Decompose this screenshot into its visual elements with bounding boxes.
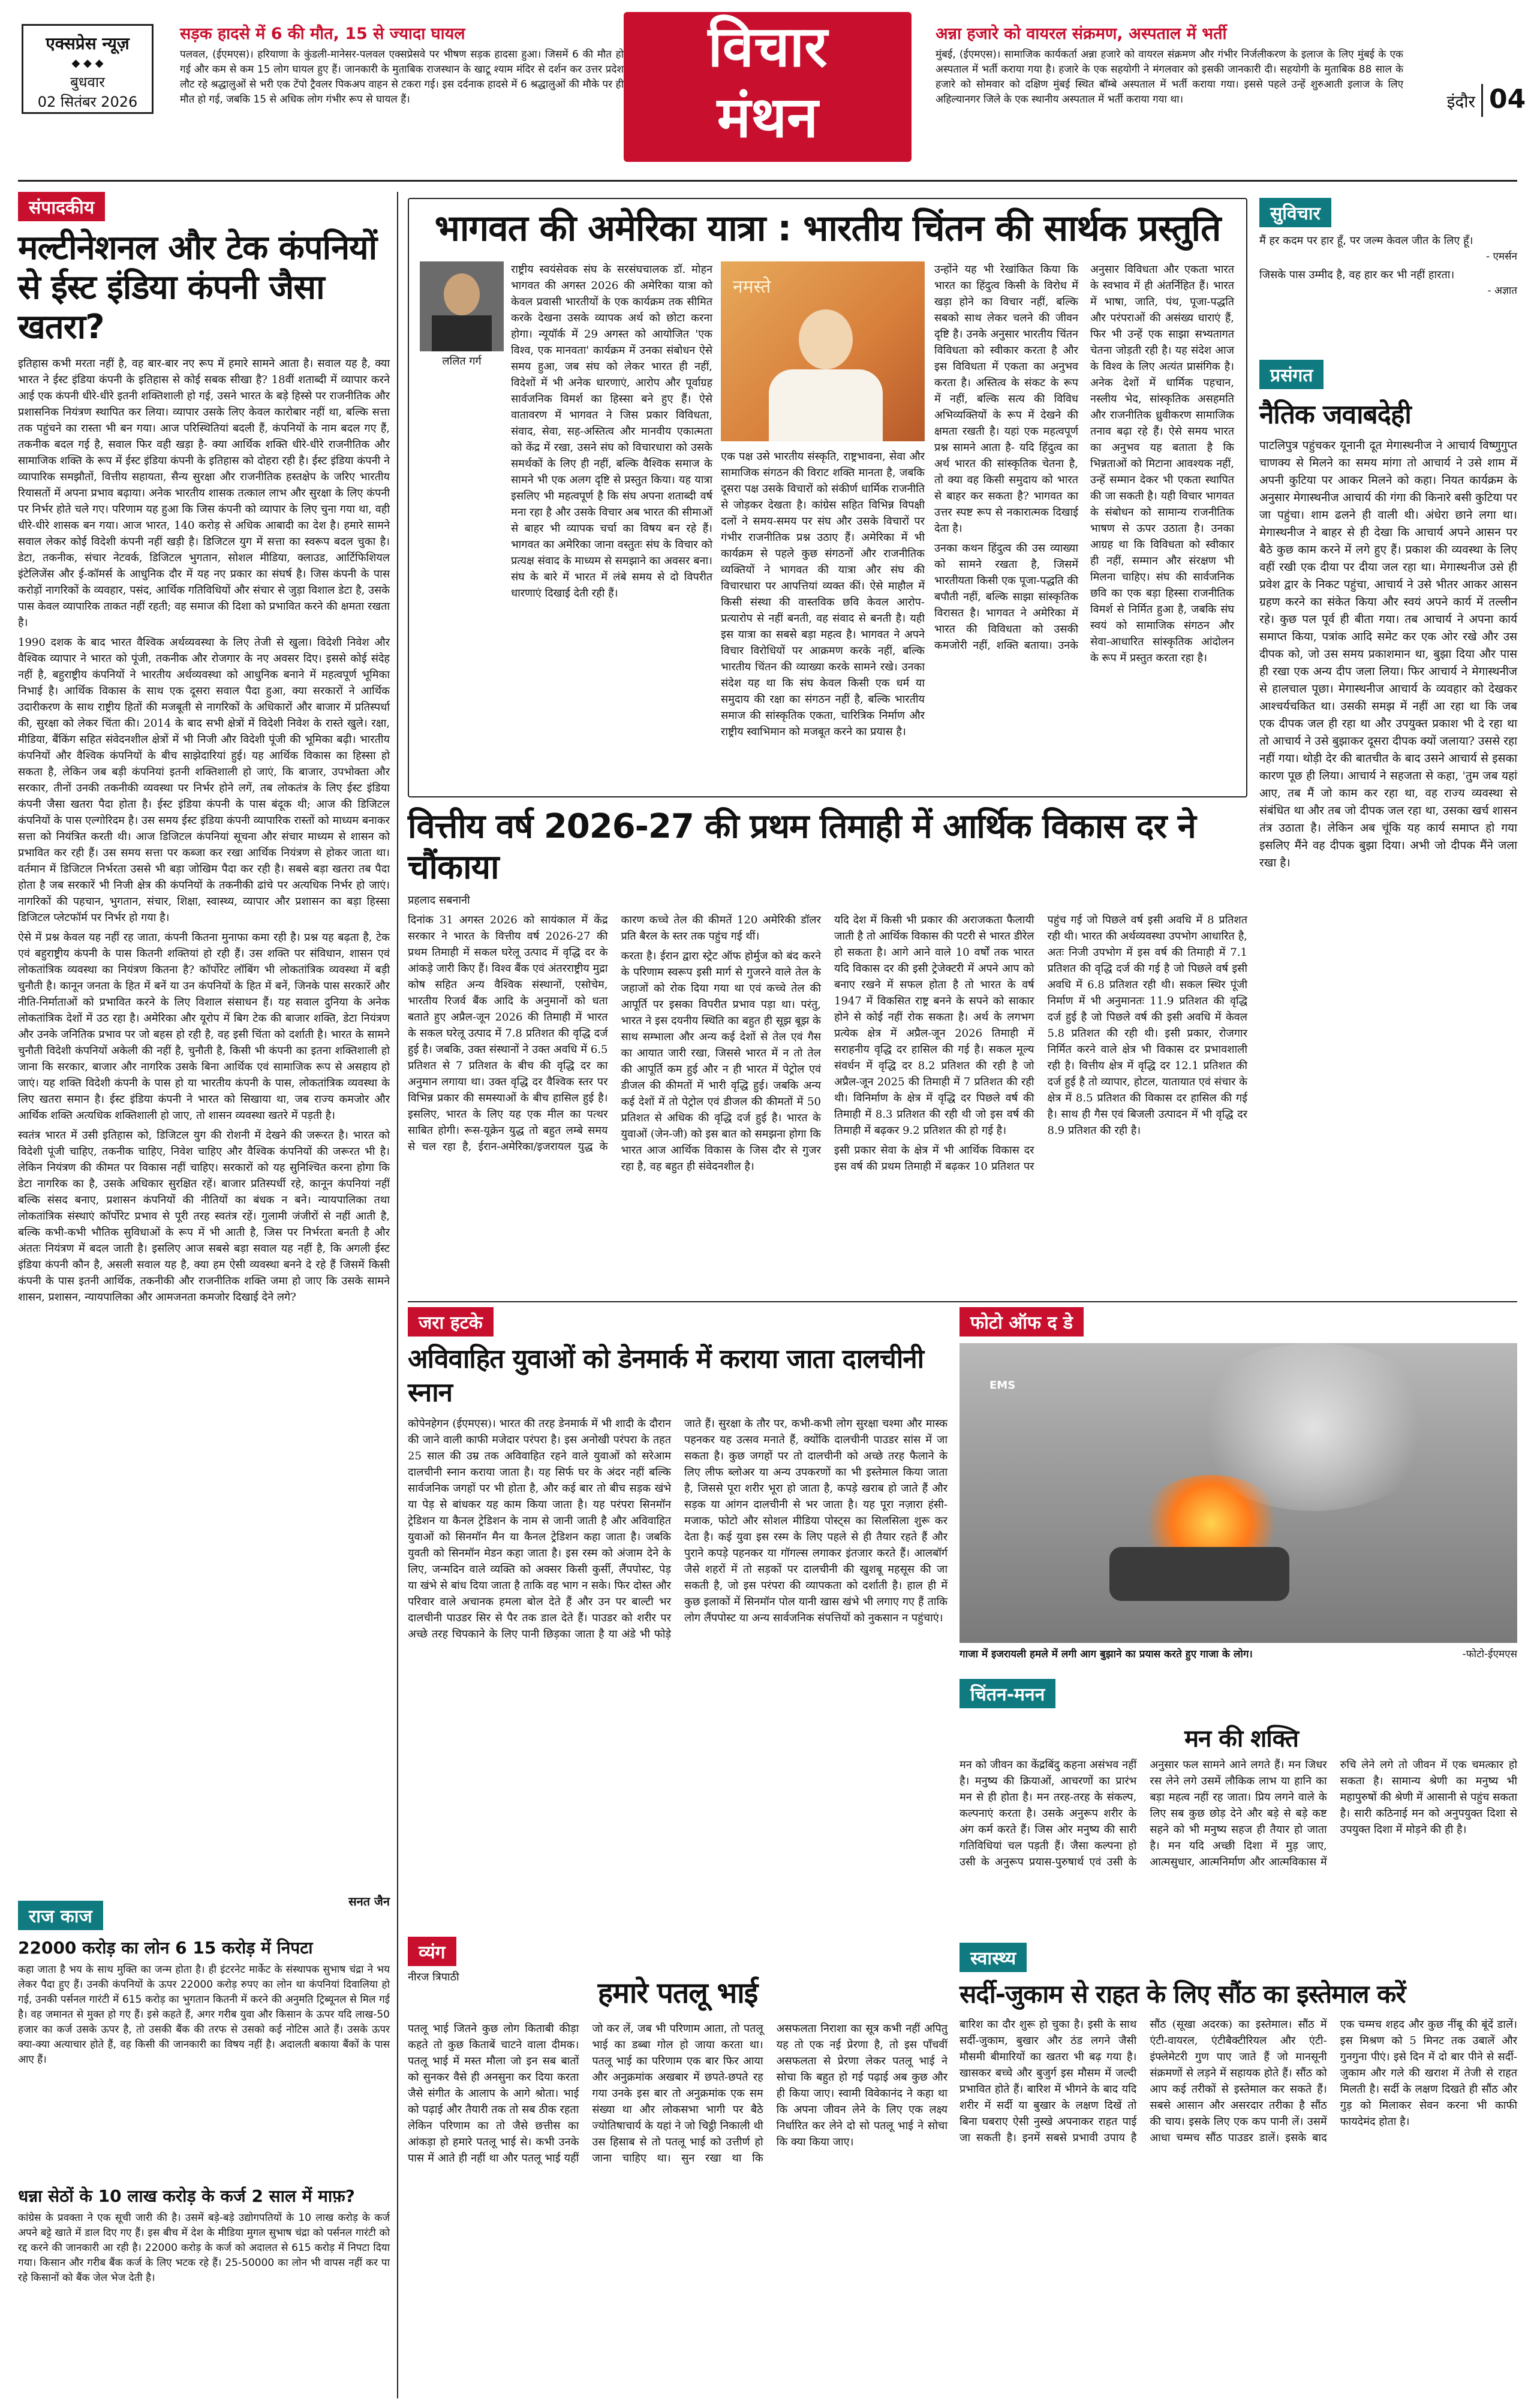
rajkaj-label: राज काज [18, 1901, 103, 1930]
swasthya-body: बारिश का दौर शुरू हो चुका है। इसी के साथ सर्दी-जुकाम, बुखार और ठंड लगने जैसी मौसमी बीमारियों का खतरा भी बढ़ गया है। खासकर बच्चे और बुजुर्ग इस मौसम में जल्दी प्रभावित होते हैं। बारिश में भीगने के बाद यदि शरीर में सर्दी या बुखार के लक्षण दिखें तो बिना घबराए ऐसी नुस्खे अपनाकर राहत पाई जा सकती है। इनमें सबसे प्रभावी उपाय है सौंठ (सूखा अदरक) का इस्तेमाल। सौंठ में एंटी-वायरल, एंटीबैक्टीरियल और एंटी-इंफ्लेमेटरी गुण पाए जाते हैं जो मानसूनी संक्रमणों से लड़ने में सहायक होते हैं। सौंठ को आप कई तरीकों से इस्तेमाल कर सकते हैं। सबसे आसान और असरदार तरीका है सौंठ की चाय। इसके लिए एक कप पानी लें। उसमें आधा चम्मच सौंठ पाउडर डालें। इसके बाद एक चम्मच शहद और कुछ नींबू की बूंदें डालें। इस मिश्रण को 5 मिनट तक उबालें और गुनगुना पीएं। इसे दिन में दो बार पीने से सर्दी-जुकाम और गले की खराश में तेजी से राहत मिलती है। सर्दी के लक्षण दिखते ही सौंठ और गुड़ को मिलाकर सेवन करना भी काफी फायदेमंद होता है। [959, 2018, 1517, 2144]
chintan-body: मन को जीवन का केंद्रबिंदु कहना असंभव नहीं है। मनुष्य की क्रियाओं, आचरणों का प्रारंभ मन से ही होता है। मन तरह-तरह के संकल्प, कल्पनाएं करता है। उसके अनुरूप शरीर के अंग कर्म करते हैं। जिस ओर मनुष्य की सारी गतिविधियां चल पड़ती हैं। जैसा कल्पना हो उसी के अनुरूप प्रयास-पुरुषार्थ एवं उसी के अनुसार फल सामने आने लगते हैं। मन जिधर रस लेने लगे उसमें लौकिक लाभ या हानि का बड़ा महत्व नहीं रह जाता। प्रिय लगने वाले के लिए सब कुछ छोड़ देने और बड़े से बड़े कष्ट सहने को भी मनुष्य सहज ही तैयार हो जाता है। मन यदि अच्छी दिशा में मुड़ जाए, आत्मसुधार, आत्मनिर्माण और आत्मविकास में रुचि लेने लगे तो जीवन में एक चमत्कार हो सकता है। सामान्य श्रेणी का मनुष्य भी महापुरुषों की श्रेणी में आसानी से पहुंच सकता है। सारी कठिनाई मन को अनुपयुक्त दिशा से उपयुक्त दिशा में मोड़ने की ही है। [959, 1759, 1517, 1868]
vyang-title: हमारे पतलू भाई [597, 1976, 758, 2010]
bhagwat-photo-body [769, 369, 883, 441]
vyang-label: व्यंग [408, 1937, 456, 1966]
header-city: इंदौर [1446, 92, 1475, 112]
photo-of-day-section [959, 1307, 1517, 1667]
editorial-author: सनत जैन [348, 1894, 390, 1909]
main-article-col-1 [511, 261, 712, 789]
main-article-para-1: राष्ट्रीय स्वयंसेवक संघ के सरसंघचालक डॉ. मोहन भागवत की अगस्त 2026 की अमेरिका यात्रा को केवल प्रवासी भारतीयों के एक कार्यक्रम तक सीमित करके देखना उसके व्यापक अर्थ को छोटा करना होगा। न्यूयॉर्क में 29 अगस्त को आयोजित 'एक विश्व, एक मानवता' कार्यक्रम में उनका संबोधन ऐसे समय हुआ, जब संघ को लेकर भारत ही नहीं, विदेशों में भी अनेक धारणाएं, आरोप और पूर्वाग्रह सार्वजनिक विमर्श का हिस्सा बने हुए हैं। ऐसे वातावरण में भागवत ने जिस प्रकार विविधता, संवाद, सेवा, सह-अस्तित्व और मानवीय एकात्मता को केंद्र में रखा, उसने संघ को विचारधारा को उसके समर्थकों के लिए ही नहीं, बल्कि वैश्विक समाज के सामने भी एक अलग दृष्टि से प्रस्तुत किया। यह यात्रा इसलिए भी महत्वपूर्ण है कि संघ अपना शताब्दी वर्ष मना रहा है और उसके विचार अब भारत की सीमाओं से बाहर भी व्यापक चर्चा का विषय बन रहे हैं। भागवत का अमेरिका जाना वस्तुतः संघ के विचार को प्रत्यक्ष संवाद के माध्यम से समझाने का अवसर बना। संघ के बारे में भारत में लंबे समय से दो विपरीत धारणाएं दिखाई देती रही हैं। [511, 263, 712, 600]
main-article-para-4: उनका कथन हिंदुत्व की उस व्याख्या को सामने रखता है, जिसमें भारतीयता किसी एक पूजा-पद्धति की बपौती नहीं, बल्कि साझा सांस्कृतिक विरासत है। भागवत ने अमेरिका में भारत की विविधता को उसकी कमजोरी नहीं, शक्ति बताया। उनके अनुसार विविधता और एकता भारत के स्वभाव में ही अंतर्निहित हैं। भारत में भाषा, जाति, पंथ, पूजा-पद्धति और परंपराओं की असंख्य धाराएं हैं, फिर भी उन्हें एक साझा सभ्यतागत चेतना जोड़ती रही है। यह संदेश आज के विश्व के लिए अत्यंत प्रासंगिक है। अनेक देशों में धार्मिक पहचान, नस्लीय भेद, सांस्कृतिक असहमति और राजनीतिक ध्रुवीकरण सामाजिक तनाव बढ़ा रहे हैं। ऐसे समय भारत का अनुभव यह बताता है कि भिन्नताओं को मिटाना आवश्यक नहीं, उन्हें सम्मान देकर भी एकता स्थापित की जा सकती है। यही विचार भागवत के संबोधन को सामान्य राजनीतिक भाषण से ऊपर उठाता है। उनका आग्रह था कि विविधता को स्वीकार ही नहीं, सम्मान और संरक्षण भी मिलना चाहिए। संघ की सार्वजनिक छवि का एक बड़ा हिस्सा राजनीतिक विमर्श से निर्मित हुआ है, जबकि संघ स्वयं को सामाजिक संगठन और सेवा-आधारित सांस्कृतिक आंदोलन के रूप में प्रस्तुत करता रहा है। [934, 263, 1234, 664]
swasthya-section [959, 1943, 1517, 2398]
editorial-para-4: स्वतंत्र भारत में उसी इतिहास को, डिजिटल युग की रोशनी में देखने की जरूरत है। भारत को विदेशी पूंजी चाहिए, तकनीक चाहिए, निवेश चाहिए और वैश्विक कंपनियों की जरूरत भी है। लेकिन नियंत्रण की कीमत पर विकास नहीं चाहिए। सरकारों को यह सुनिश्चित करना होगा कि डेटा नागरिक का है, उसके अधिकार सुरक्षित रहें। बाजार प्रतिस्पर्धी रहे, कानून कंपनियां नहीं बल्कि संसद बनाए, प्रशासन कंपनियों की नीतियों का बंधक न बने। न्यायपालिका तथा लोकतांत्रिक संस्थाएं कॉर्पोरेट प्रभाव से पूरी तरह स्वतंत्र रहें। गुलामी जंजीरों से नहीं आती है, बल्कि कभी-कभी भौतिक सुविधाओं के रूप में भी आती है, जिस पर निर्भरता बनती है और अंततः नियंत्रण में बदल जाती है। इसलिए आज सबसे बड़ा सवाल यह नहीं है, कि अगली ईस्ट इंडिया कंपनी कौन है, असली सवाल यह है, क्या हम ऐसी व्यवस्था बनने दे रहे हैं जिसमें किसी कंपनी के पास इतनी आर्थिक, तकनीकी और राजनीतिक शक्ति जमा हो जाए कि उसके सामने शासन, प्रशासन, न्यायपालिका और आमजनता कमजोर दिखाई देने लगे? [18, 1129, 390, 1304]
editorial-label: संपादकीय [18, 192, 105, 221]
photo-of-day-caption: गाजा में इजरायली हमले में लगी आग बुझाने का प्रयास करते हुए गाजा के लोग। [959, 1648, 1253, 1660]
vyang-body: पतलू भाई जितने कुछ लोग किताबी कीड़ा कहते तो कुछ किताबें चाटने वाला दीमक। पतलू भाई में मस्त मौला जो इन सब बातों को सुनकर वैसे ही अनसुना कर दिया करता जैसे संगीत के आलाप के आगे श्रोता। भाई को पढ़ाई और तैयारी तक तो सब ठीक रहता लेकिन परिणाम का तो जैसे छत्तीस का आंकड़ा हो हमारे पतलू भाई से। कभी उनके पास में आते ही नहीं था और पतलू भाई यहीं जो कर लें, जब भी परिणाम आता, तो पतलू भाई का डब्बा गोल हो जाया करता था। पतलू भाई का परिणाम एक बार फिर आया और अनुक्रमांक अखबार में छपते-छपते रह गया उनके इस बार तो अनुक्रमांक एक सम संख्या था और लोकसभा भागी पर बैठे ज्योतिषाचार्य के यहां ने जो चिट्ठी निकाली थी उस हिसाब से तो पतलू भाई को उत्तीर्ण हो जाना चाहिए था। सुन रखा था कि असफलता निराशा का सूत्र कभी नहीं अपितु यह तो एक नई प्रेरणा है, तो इस पाँचवीं असफलता से प्रेरणा लेकर पतलू भाई ने सोचा कि बहुत हो गई पढ़ाई अब कुछ और ही किया जाए। स्वामी विवेकानंद ने कहा था कि अपना जीवन लेने के लिए एक लक्ष्य निर्धारित कर लेने दो सो पतलू भाई ने सोचा कि क्या किया जाए। [408, 2022, 948, 2165]
editorial-section [18, 192, 390, 1909]
brand-divider: ◆ ◆ ◆ [71, 57, 104, 70]
suvichar-quote-1: मैं हर कदम पर हार हूँ, पर जल्म केवल जीत के लिए हूँ। [1259, 234, 1473, 247]
teaser-right-title: अन्ना हजारे को वायरल संक्रमण, अस्पताल में भर्ती [936, 25, 1227, 43]
gdp-para-2: करता है। ईरान द्वारा स्ट्रेट ऑफ होर्मुज को बंद करने के परिणाम स्वरूप इसी मार्ग से गुजरने वाले तेल के जहाजों को रोक दिया गया था एवं कच्चे तेल की आपूर्ति पर इसका विपरीत प्रभाव पड़ा था। परंतु, भारत ने इस दयनीय स्थिति का बहुत ही सूझ बूझ के साथ सम्भाला और अन्य कई देशों से तेल एवं गैस का आयात जारी रखा, जिससे भारत में न तो तेल की आपूर्ति कम हुई और न ही भारत में पेट्रोल एवं डीजल की कीमतों में भारी वृद्धि हुई। जबकि अन्य कई देशों में तो पेट्रोल एवं डीजल की कीमतों में 50 प्रतिशत से अधिक की वृद्धि दर्ज हुई है। भारत के युवाओं (जेन-जी) को इस बात को समझना होगा कि भारत आज आर्थिक विकास के जिस दौर से गुजर रहा है, वह बहुत ही संवेदनशील है। [621, 950, 821, 1173]
teaser-left-text: पलवल, (ईएमएस)। हरियाणा के कुंडली-मानेसर-पलवल एक्सप्रेसवे पर भीषण सड़क हादसा हुआ। जिसमें 6 की मौत हो गई और कम से कम 15 लोग घायल हुए हैं। जानकारी के मुताबिक राजस्थान के खाटू श्याम मंदिर से दर्शन कर उत्तर प्रदेश लौट रहे श्रद्धालुओं से भरी एक टेंपो ट्रैवलर पिकअप वाहन से टकरा गई। इस दर्दनाक हादसे में 6 श्रद्धालुओं की मौके पर ही मौत हो गई, जबकि 15 से अधिक लोग गंभीर रूप से घायल हैं। [180, 49, 624, 106]
gdp-body [408, 912, 1247, 1332]
editorial-body [18, 356, 390, 1891]
header-date: 02 सितंबर 2026 [37, 94, 138, 110]
swasthya-title: सर्दी-जुकाम से राहत के लिए सौंठ का इस्तेमाल करें [959, 1979, 1406, 2009]
suvichar-attr-1: - एमर्सन [1485, 251, 1517, 263]
masthead-line1: विचार [708, 14, 828, 80]
gdp-article [408, 806, 1247, 1298]
main-article-col-3 [934, 261, 1234, 789]
smoke-plume [1187, 1343, 1439, 1511]
gdp-para-3: यदि देश में किसी भी प्रकार की अराजकता फैलायी जाती है तो आर्थिक विकास की पटरी से भारत डीरेल हो सकता है। आगे आने वाले 10 वर्षों तक भारत यदि विकास दर की इसी ट्रेजेक्टरी में अपने आप को बनाए रखने में सफल होता है तो भारत के वर्ष 1947 में विकसित राष्ट्र बनने के सपने को साकार होने से कोई नहीं रोक सकता है। अर्थ के लगभग प्रत्येक क्षेत्र में अप्रैल-जून 2026 तिमाही में सराहनीय वृद्धि दर हासिल की गई है। सकल मूल्य संवर्धन में वृद्धि दर 8.2 प्रतिशत की रही है जो अप्रैल-जून 2025 की तिमाही में 7 प्रतिशत की रही थी। विनिर्माण के क्षेत्र में वृद्धि दर पिछले वर्ष की तिमाही में 8.3 प्रतिशत की रही थी जो इस वर्ष की तिमाही में बढ़कर 9.2 प्रतिशत की हो गई है। [834, 914, 1034, 1137]
ems-watermark: EMS [989, 1379, 1016, 1392]
bhagwat-photo-text: नमस्ते [733, 276, 771, 297]
gdp-author: प्रहलाद सबनानी [408, 894, 470, 907]
teaser-right [936, 22, 1403, 142]
masthead [624, 12, 912, 162]
main-article-title: भागवत की अमेरिका यात्रा : भारतीय चिंतन की सार्थक प्रस्तुति [434, 207, 1221, 249]
main-article-author: ललित गर्ग [442, 355, 482, 368]
gdp-title: वित्तीय वर्ष 2026-27 की प्रथम तिमाही में आर्थिक विकास दर ने चौंकाया [408, 807, 1196, 887]
bhagwat-photo-head [799, 309, 853, 369]
page-number: 04 [1481, 84, 1523, 117]
chintan-section [959, 1679, 1517, 1937]
author-photo-head [444, 273, 480, 315]
vyang-section [408, 1937, 948, 2398]
wreckage [1109, 1547, 1289, 1601]
brand-box [22, 24, 154, 114]
rajkaj-title-2: धन्ना सेठों के 10 लाख करोड़ के कर्ज 2 साल में माफ़? [18, 2186, 355, 2206]
rajkaj-body-2: कांग्रेस के प्रवक्ता ने एक सूची जारी की है। उसमें बड़े-बड़े उद्योगपतियों के 10 लाख करोड़ के कर्ज अपने बट्टे खाते में डाल दिए गए हैं। इस बीच में देश के मीडिया मुगल सुभाष चंद्रा को पर्सनल गारंटी को रद्द करने की जानकारी आ रही है। 22000 करोड़ के कर्ज को अदालत से 615 करोड़ में निपटा दिया गया। किसान और गरीब बैंक कर्ज के लिए भटक रहे हैं। 25-50000 का लोन भी वापस नहीं कर पा रहे किसानों को बैंक जेल भेज देती है। [18, 2212, 390, 2284]
swasthya-label: स्वास्थ्य [959, 1943, 1027, 1972]
header [0, 0, 1534, 180]
jara-hatke-body: कोपेनहेगन (ईएमएस)। भारत की तरह डेनमार्क में भी शादी के दौरान की जाने वाली काफी मजेदार परंपरा है। इस अनोखी परंपरा के तहत 25 साल की उम्र तक अविवाहित रहने वाले युवाओं को सरेआम दालचीनी स्नान कराया जाता है। यह सिर्फ घर के अंदर नहीं बल्कि सार्वजनिक जगहों पर भी होता है, और कई बार तो बीच सड़क खंभे या पेड़ से बांधकर यह काम किया जाता है। यह परंपरा सिनमॉन ट्रेडिशन या कैनल ट्रेडिशन के नाम से जानी जाती है और अविवाहित युवाओं को सिनमॉन मैन या कैनल ट्रेडिशन कहा जाता है। जबकि युवती को सिनमॉन मेडन कहा जाता है। इस रस्म को अंजाम देने के लिए, जन्मदिन वाले व्यक्ति को अक्सर किसी कुर्सी, लैंपपोस्ट, पेड़ या खंभे से बांध दिया जाता है ताकि वह भाग न सके। फिर दोस्त और परिवार वाले अचानक हमला बोल देते हैं और उन पर बाल्टी भर दालचीनी पाउडर सिर से पैर तक डाल देते हैं। पाउडर को शरीर पर अच्छे तरह चिपकाने के लिए पानी छिड़का जाता है या अंडे भी फोड़े जाते हैं। सुरक्षा के तौर पर, कभी-कभी लोग सुरक्षा चश्मा और मास्क पहनकर यह उत्सव मनाते हैं, क्योंकि दालचीनी पाउडर सांस में जा सकता है। कुछ जगहों पर तो दालचीनी को अच्छे तरह फैलाने के लिए लीफ ब्लोअर या अन्य उपकरणों का भी इस्तेमाल किया जाता है, जिससे पूरा शरीर भूरा हो जाता है, कपड़े खराब हो जाते हैं और सड़क या आंगन दालचीनी से भर जाता है। यह पूरा नज़ारा हंसी-मजाक, फोटो और सोशल मीडिया पोस्ट्स का सिलसिला शुरू कर देता है। कई युवा इस रस्म के लिए पहले से ही तैयार रहते हैं और पुराने कपड़े पहनकर या गॉगल्स लगाकर इंतजार करते हैं। आलबॉर्ग जैसे शहरों में तो सड़कों पर दालचीनी की खुशबू महसूस की जा सकती है, जो इस परंपरा की व्यापकता को दर्शाती है। हाल ही में कुछ इलाकों में सिनमॉन पोल यानी खास खंभे भी लगाए गए हैं ताकि लोग लैंपपोस्ट या अन्य सार्वजनिक संपत्तियों को नुकसान न पहुंचाएं। [408, 1417, 948, 1641]
editorial-para-3: ऐसे में प्रश्न केवल यह नहीं रह जाता, कंपनी कितना मुनाफा कमा रही है। प्रश्न यह बढ़ता है, टेक एवं बहुराष्ट्रीय कंपनी के पास कितनी शक्तियां हो रही हैं। उस शक्ति पर संविधान, शासन एवं लोकतांत्रिक व्यवस्था का नियंत्रण कितना है? कॉर्पोरेट लॉबिंग भी लोकतांत्रिक व्यवस्था में बड़ी चुनौती है। कानून जनता के हित में बनें या उन कंपनियों के हित में बनें, जिनके पास सरकारें और नीति-निर्माताओं को प्रभावित करने के लिए विशाल संसाधन हैं। यह सवाल दुनिया के अनेक लोकतांत्रिक देशों में उठ रहा है। अमेरिका और यूरोप में बिग टेक की बाजार शक्ति, डेटा नियंत्रण और उनके जनितिक प्रभाव पर जो बहस हो रही है, वह इसी चिंता को दर्शाती है। भारत के सामने चुनौती विदेशी कंपनियों अकेली की नहीं है, चुनौती है, किसी भी कंपनी का इतना शक्तिशाली हो जाना कि सरकार, बाजार और नागरिक उसके बिना आर्थिक एवं सामाजिक रूप से असहाय हो जाएं। यह शक्ति विदेशी कंपनी के पास हो या भारतीय कंपनी के पास, लोकतांत्रिक व्यवस्था के लिए खतरा समान है। ईस्ट इंडिया कंपनी ने भारत को सिखाया था, जब राज्य कमजोर और आर्थिक शक्ति अत्यधिक शक्तिशाली हो जाए, तो शासन व्यवस्था खतरे में पड़ती है। [18, 931, 390, 1122]
bhagwat-photo [721, 261, 925, 441]
main-article-para-2: एक पक्ष उसे भारतीय संस्कृति, राष्ट्रभावना, सेवा और सामाजिक संगठन की विराट शक्ति मानता है, जबकि दूसरा पक्ष उसके विचारों को संकीर्ण धार्मिक राजनीति से जोड़कर देखता है। कांग्रेस सहित विभिन्न विपक्षी दलों ने समय-समय पर संघ और उसके विचारों पर गंभीर राजनीतिक प्रश्न उठाए हैं। अमेरिका में भी कार्यक्रम से पहले कुछ संगठनों और राजनीतिक व्यक्तियों ने भागवत की यात्रा और संघ की विचारधारा पर आपत्तियां व्यक्त कीं। ऐसे माहौल में किसी संस्था की वास्तविक छवि केवल आरोप-प्रत्यारोप से नहीं बनती, वह संवाद से बनती है। यही इस यात्रा का सबसे बड़ा महत्व है। भागवत ने अपने विचार विरोधियों पर आक्रमण करके नहीं, बल्कि भारतीय चिंतन की व्याख्या करके सामने रखे। उनका संदेश यह था कि संघ केवल किसी एक धर्म या समुदाय की रक्षा का संगठन नहीं है, बल्कि भारतीय समाज की सांस्कृतिक एकता, चारित्रिक निर्माण और राष्ट्रीय स्वाभिमान को मजबूत करने का प्रयास है। [721, 450, 925, 738]
photo-of-day-image [959, 1343, 1517, 1643]
teaser-left-title: सड़क हादसे में 6 की मौत, 15 से ज्यादा घायल [180, 25, 465, 43]
left-col-rule [397, 192, 398, 2398]
masthead-line2: मंथन [717, 85, 819, 150]
author-photo [420, 261, 504, 351]
suvichar-quote-2: जिसके पास उम्मीद है, वह हार कर भी नहीं हारता। [1259, 269, 1455, 281]
jara-hatke-title: अविवाहित युवाओं को डेनमार्क में कराया जाता दालचीनी स्नान [408, 1344, 924, 1408]
author-photo-body [432, 315, 492, 351]
rajkaj-title: 22000 करोड़ का लोन 6 15 करोड़ में निपटा [18, 1938, 313, 1958]
prasang-label: प्रसंगत [1259, 360, 1324, 389]
teaser-left [180, 22, 624, 142]
header-rule [18, 180, 1517, 182]
editorial-para-1: इतिहास कभी मरता नहीं है, वह बार-बार नए रूप में हमारे सामने आता है। सवाल यह है, क्या भारत ने ईस्ट इंडिया कंपनी के इतिहास से कोई सबक सीखा है? 18वीं शताब्दी में व्यापार करने आई एक कंपनी धीरे-धीरे इतनी शक्तिशाली हो गई, उसने भारत के बड़े हिस्से पर राजनीतिक और प्रशासनिक नियंत्रण स्थापित कर लिया। व्यापार उसके लिए केवल कारोबार नहीं था, बल्कि सत्ता तक पहुंचने का रास्ता भी बन गया। आज परिस्थितियां बदली हैं, कंपनियों के नाम बदल गए हैं, तकनीक बदल गई है, सवाल फिर वही खड़ा है- क्या आर्थिक शक्ति धीरे-धीरे राजनीतिक और सामाजिक शक्ति के रूप में ईस्ट इंडिया कंपनी के इतिहास को दोहरा रही है। ईस्ट इंडिया कंपनी ने व्यापारिक समझौतों, वित्तीय सहायता, सैन्य सुरक्षा और राजनीतिक हस्तक्षेप के जरिए भारतीय रियासतों में अपना प्रभाव बढ़ाया। अनेक भारतीय शासक तत्काल लाभ और सुरक्षा के लिए कंपनी पर निर्भर होते चले गए। परिणाम यह हुआ कि जिस कंपनी को व्यापार के लिए चुना गया था, वही धीरे-धीरे शासक बन गया। आज भारत, 140 करोड़ से अधिक आबादी का देश है। हमारे सामने सवाल लेकर कोई विदेशी कंपनी नहीं खड़ी है। डिजिटल युग में सत्ता का स्वरूप बदल चुका है। डेटा, तकनीक, संचार नेटवर्क, डिजिटल भुगतान, सोशल मीडिया, क्लाउड, आर्टिफिशियल इंटेलिजेंस और ई-कॉमर्स के आधुनिक दौर में यह नए प्रकार का संघर्ष है। जिस कंपनी के पास करोड़ों नागरिकों के व्यवहार, पसंद, आर्थिक गतिविधियों और संचार से जुड़ा विशाल डेटा है, उसके पास केवल व्यापारिक ताकत नहीं रहती; वह समाज की दिशा को प्रभावित करने की क्षमता रखता है। [18, 357, 390, 629]
gdp-rule [408, 1301, 1517, 1302]
editorial-title: मल्टीनेशनल और टेक कंपनियों से ईस्ट इंडिया कंपनी जैसा खतरा? [18, 228, 377, 347]
suvichar-section [1259, 198, 1517, 348]
header-day: बुधवार [70, 74, 105, 91]
jara-hatke-section [408, 1307, 948, 1925]
rajkaj-body: कहा जाता है भय के साथ मुक्ति का जन्म होता है। ही इंटरनेट मार्केट के संस्थापक सुभाष चंद्रा ने भय लेकर पैदा हुए हैं। उनकी कंपनियों के ऊपर 22000 करोड़ रुपए का लोन था कंपनियां दिवालिया हो गई, उनकी पर्सनल गारंटी में 615 करोड़ का भुगतान कितनी में करने की अनुमति ट्रिब्यूनल से मिल गई है। वह जमानत से मुक्त हो गए हैं। इसे कहते हैं, अगर गरीब युवा और किसान के ऊपर यदि लाख-50 हजार का कर्ज उसके ऊपर है, तो उसकी बैंक की तरफ से उसको कई नोटिस आते हैं। उसके ऊपर क्या-क्या अत्याचार होते हैं, वह किसी की जानकारी का विषय नहीं है। अदालती बकाया बैंकों के पास आए हैं। [18, 1964, 390, 2066]
photo-of-day-credit: -फोटो-ईएमएस [1462, 1648, 1517, 1660]
teaser-right-text: मुंबई, (ईएमएस)। सामाजिक कार्यकर्ता अन्ना हजारे को वायरल संक्रमण और गंभीर निर्जलीकरण के इलाज के लिए मुंबई के एक अस्पताल में भर्ती कराया गया है। हजारे के एक सहयोगी ने मंगलवार को इसकी जानकारी दी। सहयोगी के मुताबिक 88 साल के हजारे को सोमवार को दक्षिण मुंबई स्थित बॉम्बे अस्पताल में भर्ती कराया गया। इससे पहले उन्हें शुरुआती इलाज के लिए अहिल्यानगर जिले के एक स्थानीय अस्पताल में भर्ती कराया गया था। [936, 49, 1403, 106]
gdp-para-4: इसी प्रकार सेवा के क्षेत्र में भी आर्थिक विकास दर इस वर्ष की प्रथम तिमाही में बढ़कर 10 प्रतिशत पर पहुंच गई जो पिछले वर्ष इसी अवधि में 8 प्रतिशत रही थी। भारत की अर्थव्यवस्था उपभोग आधारित है, अतः निजी उपभोग में इस वर्ष की तिमाही में 7.1 प्रतिशत की वृद्धि दर्ज की गई है जो पिछले वर्ष इसी अवधि में 6.8 प्रतिशत रही थी। सकल स्थिर पूंजी निर्माण में भी अनुमानतः 11.9 प्रतिशत की वृद्धि दर्ज हुई है जो पिछले वर्ष की इसी अवधि में केवल 5.8 प्रतिशत की रही थी। इसी प्रकार, रोजगार निर्मित करने वाले क्षेत्र भी विकास दर प्रभावशाली रही है। वित्तीय क्षेत्र में वृद्धि दर 12.1 प्रतिशत की दर्ज हुई है तो व्यापार, होटल, यातायात एवं संचार के क्षेत्र में 8.5 प्रतिशत की विकास दर हासिल की गई है। साथ ही गैस एवं बिजली उत्पादन में भी वृद्धि दर 8.9 प्रतिशत की रही है। [834, 914, 1247, 1173]
brand-name: एक्सप्रेस न्यूज़ [46, 34, 130, 53]
jara-hatke-label: जरा हटके [408, 1307, 494, 1337]
chintan-label: चिंतन-मनन [959, 1679, 1055, 1708]
chintan-title: मन की शक्ति [1184, 1725, 1298, 1753]
rajkaj-section [18, 1901, 390, 2392]
main-article-col-2 [721, 449, 925, 789]
editorial-para-2: 1990 दशक के बाद भारत वैश्विक अर्थव्यवस्था के लिए तेजी से खुला। विदेशी निवेश और वैश्विक व्यापार ने भारत को पूंजी, तकनीक और रोजगार के नए अवसर दिए। इससे कोई संदेह नहीं है, बहुराष्ट्रीय कंपनियों ने भारतीय अर्थव्यवस्था को आधुनिक बनाने में महत्वपूर्ण भूमिका निभाई है। आर्थिक विकास के साथ एक दूसरा सवाल पैदा हुआ, क्या सरकारों ने आर्थिक उदारीकरण के साथ राष्ट्रीय हितों की मजबूती से नागरिकों के अधिकारों और बाजार में प्रतिस्पर्धा की, सुरक्षा को लेकर चिंता की। 2014 के बाद सभी क्षेत्रों में विदेशी निवेश के रास्ते खुले। रक्षा, मीडिया, बैंकिंग सहित संवेदनशील क्षेत्रों में भी निजी और विदेशी पूंजी की भूमिका बढ़ी। भारतीय कंपनियों और वैश्विक कंपनियों के बीच साझेदारियां हुई। यह आर्थिक विकास का हिस्सा हो सकता है, लेकिन जब बड़ी कंपनियां इतनी शक्तिशाली हो जाएं, कि बाजार, उपभोक्ता और सरकार, तीनों उनकी तकनीकी व्यवस्था पर निर्भर होने लगें, तब लोकतंत्र के लिए ईस्ट इंडिया कंपनी जैसा खतरा पैदा होता है। ईस्ट इंडिया कंपनी के पास बंदूक थी; आज की डिजिटल कंपनियों के पास एल्गोरिदम है। उस समय ईस्ट इंडिया कंपनी व्यापारिक रास्तों को माध्यम बनाकर सत्ता को नियंत्रित करती थी। आज डिजिटल कंपनियां सूचना और संचार माध्यम से शासन को प्रभावित कर रही हैं। उस समय सत्ता पर कब्जा कर रखा आर्थिक नियंत्रण से होकर जाता था। वर्तमान में डिजिटल निर्भरता उससे भी बड़ा जोखिम पैदा कर रही है। सबसे बड़ा खतरा तब पैदा होता है जब सरकारें भी निजी क्षेत्र की कंपनियों के तकनीकी ढांचे पर अत्यधिक निर्भर हो जाएं। नागरिकों की पहचान, भुगतान, संचार, शिक्षा, स्वास्थ्य, व्यापार और प्रशासन का बड़ा हिस्सा डिजिटल प्लेटफॉर्म पर निर्भर हो गया है। [18, 636, 390, 924]
suvichar-label: सुविचार [1259, 198, 1331, 227]
prasang-title: नैतिक जवाबदेही [1259, 399, 1411, 430]
photo-of-day-label: फोटो ऑफ द डे [959, 1307, 1084, 1337]
prasang-body: पाटलिपुत्र पहुंचकर यूनानी दूत मेगास्थनीज ने आचार्य विष्णुगुप्त चाणक्य से मिलने का समय मांगा तो आचार्य ने उसे शाम में अपनी कुटिया पर आकर मिलने को कहा। नियत कार्यक्रम के अनुसार मेगास्थनीज आचार्य की गंगा की किनारे बसी कुटिया पर जा पहुंचा। शाम ढलने ही वाली थी। अंधेरा छाने लगा था। मेगास्थनीज ने बाहर से ही देखा कि आचार्य अपने आसन पर बैठे कुछ काम करने में लगे हुए हैं। प्रकाश की व्यवस्था के लिए वहीं रखी एक दीया पर दीया जल रहा था। मेगास्थनीज उसे ही प्रवेश द्वार के निकट पहुंचा, आचार्य ने उसे भीतर आकर आसन ग्रहण करने का संकेत किया और स्वयं अपने कार्य में तल्लीन रहे। कुछ पल पूर्व ही बीता गया। तब आचार्य ने अपना कार्य समाप्त किया, पत्रांक आदि समेट कर एक ओर रखे और उस दीपक को, जो उस समय प्रकाशमान था, बुझा दिया और पास ही रखा एक अन्य दीप जला लिया। फिर आचार्य ने मेगास्थनीज से हालचाल पूछा। मेगास्थनीज आचार्य के व्यवहार को देखकर आश्चर्यचकित था। उसकी समझ में नहीं आ रहा था कि जब एक दीपक जल ही रहा था और उपयुक्त प्रकाश भी दे रहा था तो आचार्य ने उसे बुझाकर दूसरा दीपक क्यों जलाया? उससे रहा नहीं गया। थोड़ी देर की बातचीत के बाद उसने आचार्य से इसका कारण पूछ ही लिया। आचार्य ने सहजता से कहा, 'तुम जब यहां आए, तब मैं जो काम कर रहा था, वह राज्य व्यवस्था से संबंधित था और तब जो दीपक जल रहा था, उसका खर्च शासन तंत्र उठाता है। लेकिन अब चूंकि यह कार्य समाप्त हो गया इसलिए मैंने वह दीपक बुझा दिया। अभी जो दीपक मैंने जला रखा है। [1259, 439, 1518, 869]
vyang-author: नीरज त्रिपाठी [408, 1971, 459, 1983]
main-article-para-3: उन्होंने यह भी रेखांकित किया कि भारत का हिंदुत्व किसी के विरोध में खड़ा होने का विचार नहीं, बल्कि सबको साथ लेकर चलने की जीवन दृष्टि है। उनके अनुसार भारतीय चिंतन विविधता को स्वीकार करता है और इस विविधता में एकता का अनुभव करता है। अस्तित्व के संकट के रूप में नहीं, बल्कि सत्य की विविध अभिव्यक्तियों के रूप में देखने की क्षमता रखती है। यहां एक महत्वपूर्ण प्रश्न सामने आता है- यदि हिंदुत्व का अर्थ भारत की सांस्कृतिक चेतना है, तो क्या वह किसी समुदाय को भारत से बाहर कर सकता है? भागवत का उत्तर स्पष्ट रूप से नकारात्मक दिखाई देता है। [934, 263, 1078, 535]
main-article [408, 198, 1247, 797]
gdp-para-1: दिनांक 31 अगस्त 2026 को सायंकाल में केंद्र सरकार ने भारत के वित्तीय वर्ष 2026-27 की प्रथम तिमाही में सकल घरेलू उत्पाद में वृद्धि दर के आंकड़े जारी किए हैं। विश्व बैंक एवं अंतरराष्ट्रीय मुद्रा कोष सहित अन्य वैश्विक संस्थानों, एसोचेम, भारतीय रिजर्व बैंक आदि के अनुमानों को धता बताते हुए अप्रैल-जून 2026 की तिमाही में भारत के सकल घरेलू उत्पाद में 7.8 प्रतिशत की वृद्धि दर्ज हुई है। जबकि, उक्त संस्थानों ने उक्त अवधि में 6.5 प्रतिशत से 7 प्रतिशत के बीच की वृद्धि दर का अनुमान लगाया था। उक्त वृद्धि दर वैश्विक स्तर पर विभिन्न प्रकार की समस्याओं के बीच हासिल हुई है। इसलिए, भारत के लिए यह एक मील का पत्थर साबित होगी। रूस-यूक्रेन युद्ध तो बहुत लम्बे समय से चल रहा है, ईरान-अमेरिका/इजरायल युद्ध के कारण कच्चे तेल की कीमतें 120 अमेरिकी डॉलर प्रति बैरल के स्तर तक पहुंच गई थीं। [408, 914, 821, 1153]
suvichar-attr-2: - अज्ञात [1487, 285, 1517, 297]
